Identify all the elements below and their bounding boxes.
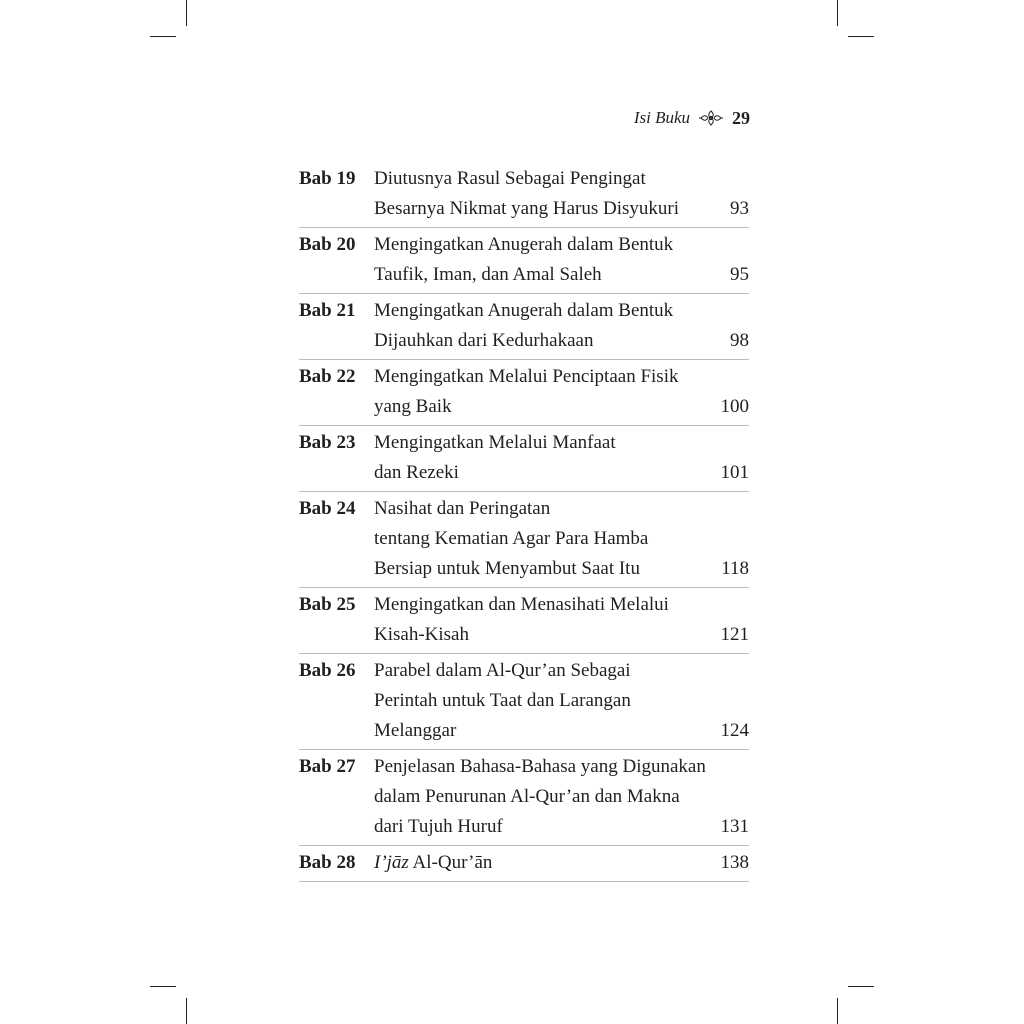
chapter-number: Bab 28 (299, 852, 356, 873)
page-number: 29 (732, 107, 750, 128)
floral-ornament-icon (698, 108, 724, 128)
chapter-title-text-wrap (374, 326, 593, 356)
chapter-number: Bab 27 (299, 756, 356, 777)
chapter-number: Bab 19 (299, 168, 356, 189)
toc-entry (299, 750, 749, 846)
chapter-title (374, 590, 749, 650)
chapter-title-line (374, 362, 749, 392)
page-ref: 131 (720, 816, 749, 837)
chapter-title-line (374, 554, 749, 584)
chapter-title-text: Kisah-Kisah (374, 624, 469, 645)
chapter-title-line (374, 782, 749, 812)
chapter-title (374, 428, 749, 488)
chapter-title-line (374, 752, 749, 782)
chapter-number: Bab 20 (299, 234, 356, 255)
chapter-title-line (374, 524, 749, 554)
chapter-title-text-wrap (374, 590, 669, 620)
page-ref: 124 (720, 720, 749, 741)
chapter-title-text-wrap (374, 686, 631, 716)
chapter-title (374, 848, 749, 878)
chapter-title-text: Mengingatkan Anugerah dalam Bentuk (374, 234, 674, 255)
chapter-title-line (374, 230, 749, 260)
chapter-title-text: Melanggar (374, 720, 457, 741)
toc-entry (299, 654, 749, 750)
chapter-title (374, 164, 749, 224)
chapter-title-text: yang Baik (374, 396, 452, 417)
chapter-title-text: dari Tujuh Huruf (374, 816, 503, 837)
chapter-title-line (374, 164, 749, 194)
chapter-number: Bab 23 (299, 432, 356, 453)
chapter-title-line (374, 686, 749, 716)
chapter-title-line (374, 296, 749, 326)
crop-mark (186, 0, 187, 26)
chapter-title-text-wrap (374, 296, 673, 326)
toc-entry (299, 294, 749, 360)
chapter-title-text-wrap (374, 524, 648, 554)
chapter-title-italic: I’jāz (374, 852, 409, 873)
chapter-number: Bab 25 (299, 594, 356, 615)
chapter-title-text-wrap (374, 194, 679, 224)
chapter-title-text-wrap (374, 230, 673, 260)
chapter-title-text-wrap (374, 392, 452, 422)
chapter-title-text: dalam Penurunan Al-Qur’an dan Makna (374, 786, 680, 807)
page-ref: 101 (720, 462, 749, 483)
chapter-number: Bab 26 (299, 660, 356, 681)
chapter-title-text-wrap (374, 554, 640, 584)
crop-mark (150, 986, 176, 987)
chapter-title-text-wrap (374, 848, 492, 878)
chapter-title-text-wrap (374, 656, 631, 686)
chapter-title (374, 362, 749, 422)
chapter-title-text-wrap (374, 716, 456, 746)
page-ref: 138 (720, 852, 749, 873)
chapter-title-text-wrap (374, 620, 469, 650)
toc-entry (299, 162, 749, 228)
chapter-title-line (374, 620, 749, 650)
crop-mark (837, 0, 838, 26)
chapter-title-line (374, 494, 749, 524)
chapter-title-text: Parabel dalam Al-Qur’an Sebagai (374, 660, 631, 681)
page-ref: 118 (721, 558, 749, 579)
crop-mark (848, 986, 874, 987)
chapter-title (374, 656, 749, 746)
crop-mark (837, 998, 838, 1024)
chapter-title-line (374, 428, 749, 458)
chapter-title-text: Mengingatkan Melalui Manfaat (374, 432, 616, 453)
chapter-title (374, 230, 749, 290)
crop-mark (848, 36, 874, 37)
chapter-title-text: Mengingatkan Anugerah dalam Bentuk (374, 300, 674, 321)
running-title: Isi Buku (633, 108, 690, 127)
chapter-title-line (374, 326, 749, 356)
chapter-title-text-wrap (374, 362, 678, 392)
page-ref: 100 (720, 396, 749, 417)
chapter-title-text: Besarnya Nikmat yang Harus Disyukuri (374, 198, 679, 219)
toc-entry (299, 228, 749, 294)
chapter-title-line (374, 392, 749, 422)
chapter-title-text: Taufik, Iman, dan Amal Saleh (374, 264, 602, 285)
page-ref: 121 (720, 624, 749, 645)
chapter-title-text: Dijauhkan dari Kedurhakaan (374, 330, 594, 351)
chapter-title-text: Bersiap untuk Menyambut Saat Itu (374, 558, 640, 579)
toc-entry (299, 360, 749, 426)
chapter-title-text: Al-Qur’ān (408, 852, 493, 873)
toc-entry (299, 846, 749, 882)
chapter-title-text: Penjelasan Bahasa-Bahasa yang Digunakan (374, 756, 706, 777)
chapter-title-line (374, 590, 749, 620)
toc-entry (299, 588, 749, 654)
chapter-title-text: Diutusnya Rasul Sebagai Pengingat (374, 168, 646, 189)
chapter-title-line (374, 260, 749, 290)
page-ref: 93 (730, 198, 749, 219)
chapter-number: Bab 24 (299, 498, 356, 519)
chapter-title (374, 752, 749, 842)
crop-mark (150, 36, 176, 37)
toc-entry (299, 492, 749, 588)
chapter-title-text-wrap (374, 260, 602, 290)
chapter-title-text: Mengingatkan dan Menasihati Melalui (374, 594, 669, 615)
chapter-title (374, 494, 749, 584)
chapter-title-text-wrap (374, 494, 550, 524)
chapter-title-line (374, 194, 749, 224)
chapter-title-text-wrap (374, 812, 503, 842)
chapter-number: Bab 22 (299, 366, 356, 387)
chapter-title-text-wrap (374, 164, 646, 194)
chapter-title-line (374, 716, 749, 746)
chapter-title-text: Nasihat dan Peringatan (374, 498, 551, 519)
chapter-title-text: Perintah untuk Taat dan Larangan (374, 690, 631, 711)
chapter-title-text: Mengingatkan Melalui Penciptaan Fisik (374, 366, 679, 387)
page-ref: 98 (730, 330, 749, 351)
crop-mark (186, 998, 187, 1024)
page-ref: 95 (730, 264, 749, 285)
chapter-title-text: tentang Kematian Agar Para Hamba (374, 528, 649, 549)
chapter-title-line (374, 656, 749, 686)
chapter-title-text-wrap (374, 752, 706, 782)
chapter-title-line (374, 812, 749, 842)
table-of-contents (299, 162, 749, 882)
chapter-title-text-wrap (374, 428, 616, 458)
chapter-title-line (374, 848, 749, 878)
chapter-number: Bab 21 (299, 300, 356, 321)
chapter-title-text: dan Rezeki (374, 462, 459, 483)
running-header (634, 106, 750, 130)
chapter-title-line (374, 458, 749, 488)
toc-entry (299, 426, 749, 492)
chapter-title-text-wrap (374, 458, 459, 488)
chapter-title-text-wrap (374, 782, 680, 812)
chapter-title (374, 296, 749, 356)
